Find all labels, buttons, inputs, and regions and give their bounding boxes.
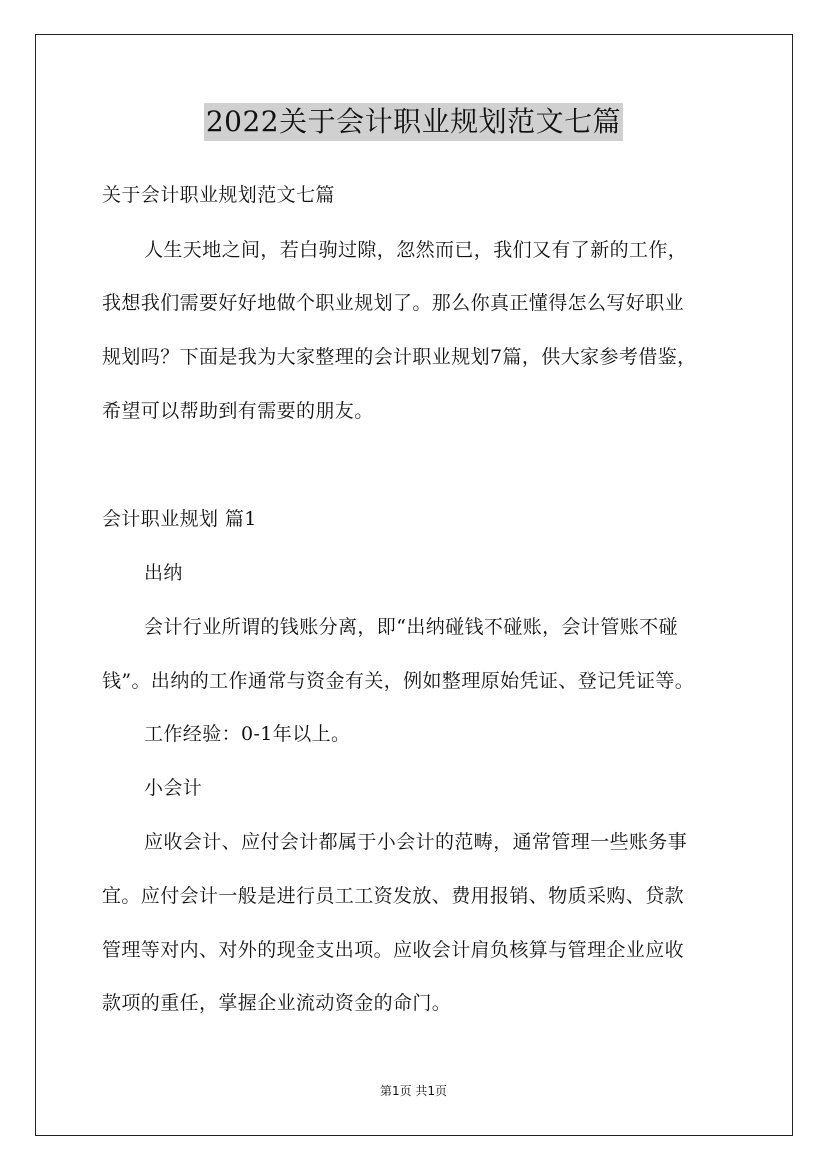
intro-line-1: 人生天地之间，若白驹过隙，忽然而已，我们又有了新的工作， — [144, 239, 688, 261]
intro-line-4: 希望可以帮助到有需要的朋友。 — [102, 400, 374, 422]
junior-accountant-line-2: 宜。应付会计一般是进行员工工资发放、费用报销、物质采购、贷款 — [102, 885, 685, 907]
intro-line-2: 我想我们需要好好地做个职业规划了。那么你真正懂得怎么写好职业 — [102, 292, 685, 314]
intro-line-3: 规划吗？下面是我为大家整理的会计职业规划7篇，供大家参考借鉴， — [102, 346, 697, 368]
title-container — [0, 103, 827, 141]
document-subtitle: 关于会计职业规划范文七篇 — [102, 184, 335, 206]
cashier-experience: 工作经验：0-1年以上。 — [144, 723, 351, 745]
section-heading: 会计职业规划 篇1 — [102, 508, 257, 530]
document-title: 2022关于会计职业规划范文七篇 — [204, 103, 623, 141]
junior-accountant-line-3: 管理等对内、对外的现金支出项。应收会计肩负核算与管理企业应收 — [102, 939, 685, 961]
junior-accountant-heading: 小会计 — [144, 777, 203, 799]
cashier-line-1: 会计行业所谓的钱账分离，即“出纳碰钱不碰账，会计管账不碰 — [144, 616, 678, 638]
page-footer: 第1页 共1页 — [379, 1084, 448, 1098]
cashier-line-2: 钱”。出纳的工作通常与资金有关，例如整理原始凭证、登记凭证等。 — [102, 670, 695, 692]
junior-accountant-line-1: 应收会计、应付会计都属于小会计的范畴，通常管理一些账务事 — [144, 831, 688, 853]
cashier-heading: 出纳 — [144, 562, 183, 584]
junior-accountant-line-4: 款项的重任，掌握企业流动资金的命门。 — [102, 992, 452, 1014]
